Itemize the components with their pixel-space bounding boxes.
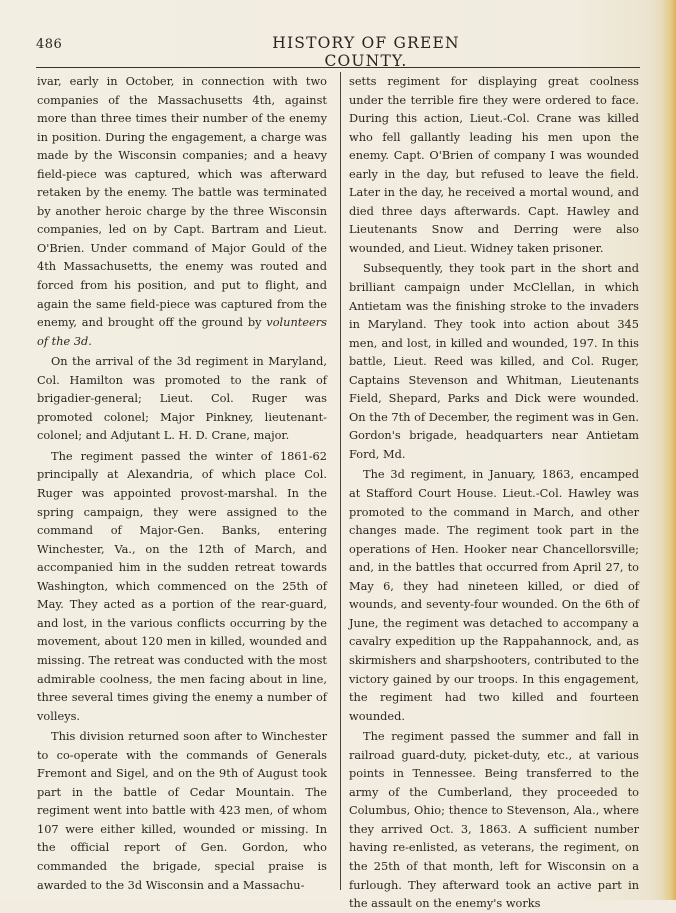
page-edge bbox=[662, 0, 676, 900]
paragraph-text: ivar, early in October, in connection with two companies of the Massachusetts 4th, against more than three times their number of the enemy in position. During the engagement, a charge was made by the Wisconsin companies; and a heavy field-piece was captured, which was afterward retaken by the enemy. The battle was terminated by another heroic charge by the three Wisconsin companies, led on by Capt. Bartram and Lieut. O'Brien. Under command of Major Gould of the 4th Massachusetts, the enemy was routed and forced from his position, and put to flight, and again the same field-piece was captured from the enemy, and brought off the ground by bbox=[37, 74, 327, 330]
paragraph bbox=[37, 72, 327, 350]
paragraph: The regiment passed the summer and fall in railroad guard-duty, picket-duty, etc., at various points in Tennessee. Being transferred to the army of the Cumberland, they proceeded to Columbus, Ohio; thence to Stevenson, Ala., where they arrived Oct. 3, 1863. A sufficient number having re-enlisted, as veterans, the regiment, on the 25th of that month, left for Wisconsin on a furlough. They afterward took an active part in the assault on the enemy's works bbox=[349, 729, 639, 911]
running-title: HISTORY OF GREEN COUNTY. bbox=[272, 34, 460, 70]
paragraph: Subsequently, they took part in the short and brilliant campaign under McClellan, in which Antietam was the finishing stroke to the invaders in Maryland. They took into action about 345 men, and lost, in killed and wounded, 197. In this battle, Lieut. Reed was killed, and Col. Ruger, Captains Stevenson and Whitman, Lieutenants Field, Shepard, Parks and Dick were wounded. On the 7th of December, the regiment was in Gen. Gordon's brigade, headquarters near Antietam Ford, Md. bbox=[349, 261, 639, 461]
paragraph: This division returned soon after to Winchester to co-operate with the commands of Generals Fremont and Sigel, and on the 9th of August took part in the battle of Cedar Mountain. The regiment went into battle with 423 men, of whom 107 were either killed, wounded or missing. In the official report of Gen. Gordon, who commanded the brigade, special praise is awarded to the 3d Wisconsin and a Massachu- bbox=[37, 729, 327, 892]
italic-text: volunteers of the 3d. bbox=[37, 315, 327, 348]
header-rule bbox=[36, 67, 640, 68]
paragraph: The 3d regiment, in January, 1863, encamped at Stafford Court House. Lieut.-Col. Hawley was promoted to the command in March, and other changes made. The regiment took part in the operations of Hen. Hooker near Chancellorsville; and, in the battles that occurred from April 27, to May 6, they had nineteen killed, or died of wounds, and seventy-four wounded. On the 6th of June, the regiment was detached to accompany a cavalry expedition up the Rappahannock, and, as skirmishers and sharpshooters, contributed to the victory gained by our troops. In this engagement, the regiment had two killed and fourteen wounded. bbox=[349, 467, 639, 723]
paragraph: On the arrival of the 3d regiment in Maryland, Col. Hamilton was promoted to the rank of brigadier-general; Lieut. Col. Ruger was promoted colonel; Major Pinkney, lieutenant-colonel; and Adjutant L. H. D. Crane, major. bbox=[37, 354, 327, 443]
paragraph: The regiment passed the winter of 1861-62 principally at Alexandria, of which place Col. Ruger was appointed provost-marshal. In the spring campaign, they were assigned to the command of Major-Gen. Banks, entering Winchester, Va., on the 12th of March, and accompanied him in the sudden retreat towards Washington, which commenced on the 25th of May. They acted as a portion of the rear-guard, and lost, in the various conflicts occurring by the movement, about 120 men in killed, wounded and missing. The retreat was conducted with the most admirable coolness, the men facing about in line, three several times giving the enemy a number of volleys. bbox=[37, 448, 327, 723]
paragraph: setts regiment for displaying great coolness under the terrible fire they were ordered to face. During this action, Lieut.-Col. Crane was killed who fell gallantly leading his men upon the enemy. Capt. O'Brien of company I was wounded early in the day, but refused to leave the field. Later in the day, he received a mortal wound, and died three days afterwards. Capt. Hawley and Lieutenants Snow and Derring were also wounded, and Lieut. Widney taken prisoner. bbox=[349, 74, 639, 255]
right-column bbox=[349, 72, 639, 911]
page-header bbox=[36, 34, 636, 70]
page-number: 486 bbox=[36, 37, 63, 52]
column-divider bbox=[340, 72, 341, 890]
left-column bbox=[37, 72, 327, 892]
